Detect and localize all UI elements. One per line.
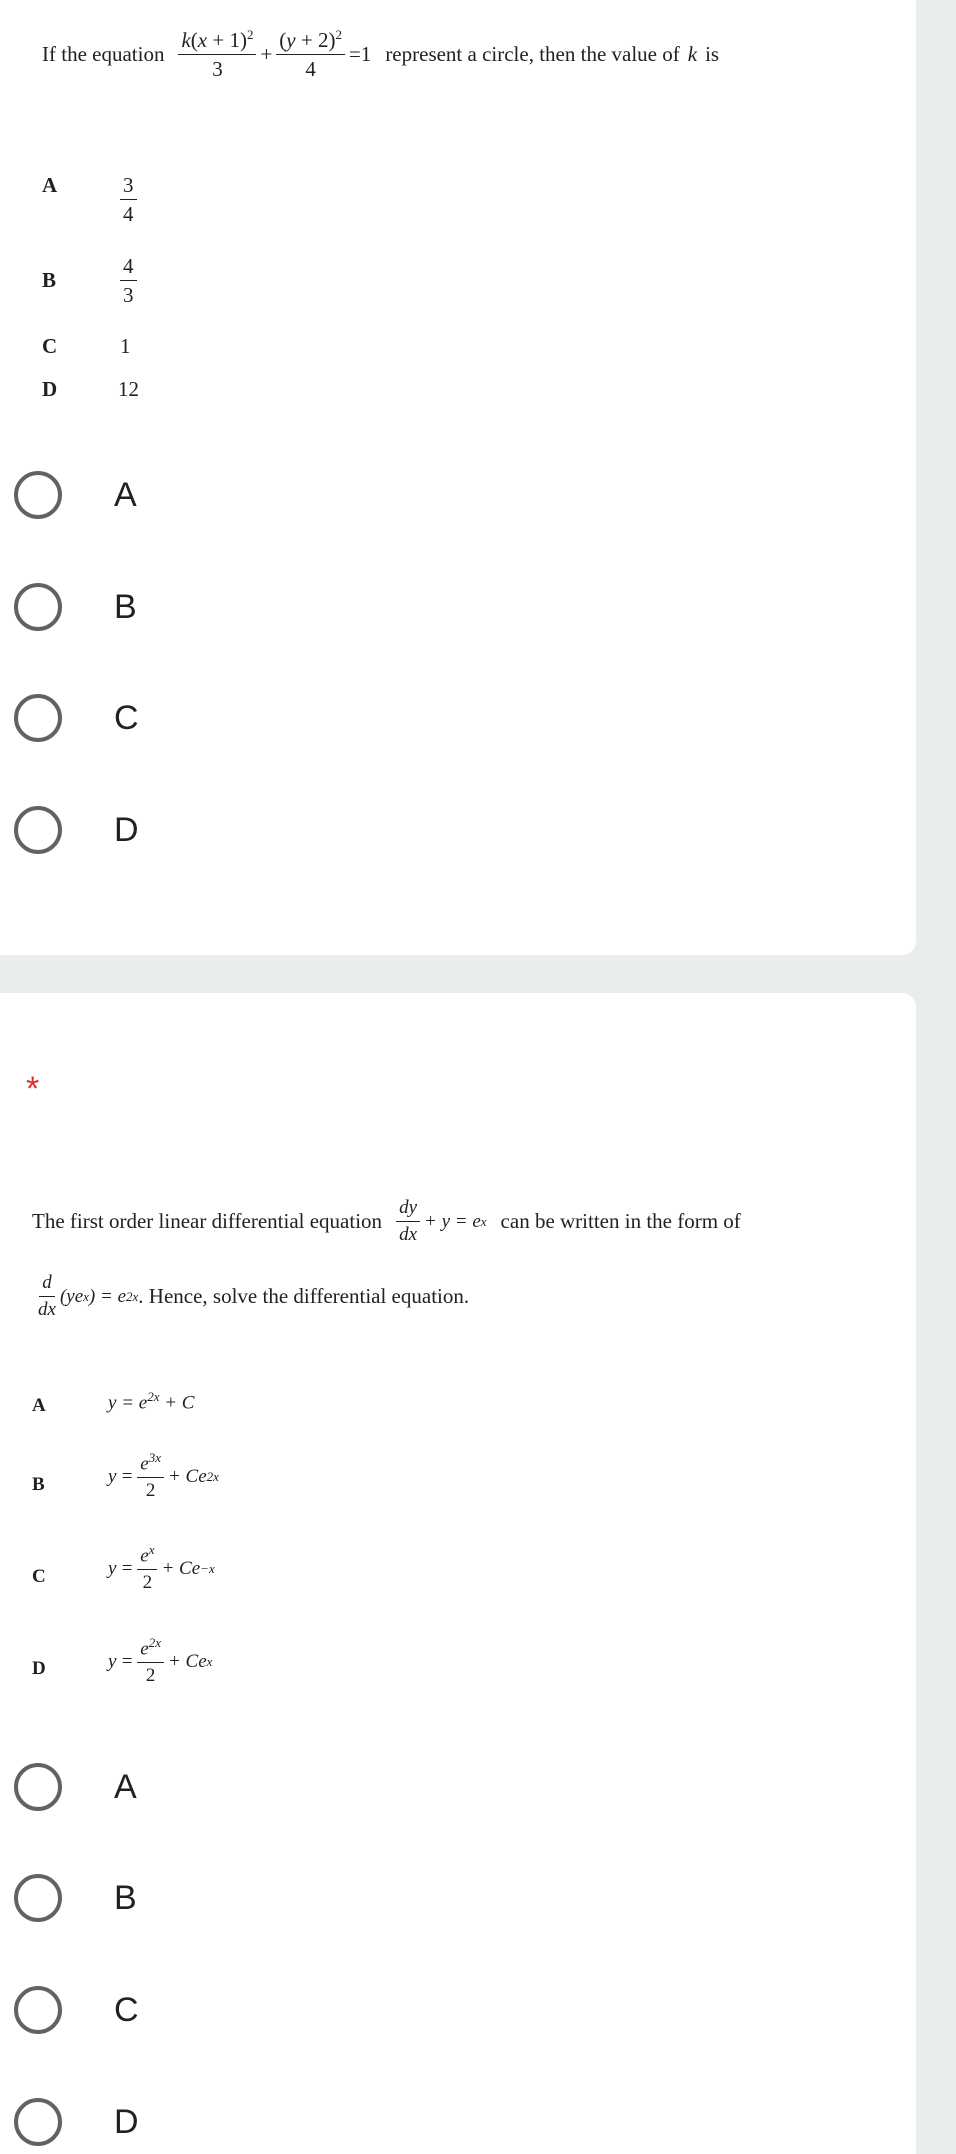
q1-option-a-value: $\frac{3}{4}$ — [120, 174, 137, 226]
q1-radio-b[interactable] — [14, 583, 62, 631]
q2-dy-dx: $\frac{dy}{dx}$ — [396, 1198, 420, 1246]
q1-radio-row-a[interactable] — [14, 465, 137, 525]
q1-radio-label-b[interactable]: B — [114, 587, 137, 626]
q1-option-a: A — [42, 173, 58, 197]
q2-radio-label-c[interactable]: C — [114, 1990, 139, 2029]
q1-equals: =1 — [348, 42, 372, 67]
q1-option-b: B — [42, 268, 57, 292]
q2-option-c: C — [32, 1566, 46, 1587]
q2-radio-c[interactable] — [14, 1986, 62, 2034]
q1-option-d: D — [42, 377, 58, 401]
question-2-line-2: $\frac{d}{dx}$ (ye x ) = e 2x . Hence, solve the differential equation. — [38, 1272, 470, 1320]
q2-radio-row-d[interactable] — [14, 2092, 139, 2152]
q2-option-a: A — [32, 1395, 46, 1416]
q1-radio-c[interactable] — [14, 694, 62, 742]
q2-option-a-value: $y = e^{2x} + C$ — [108, 1389, 195, 1414]
q2-radio-label-a[interactable]: A — [114, 1767, 137, 1806]
question-card-1 — [0, 0, 916, 955]
q1-option-c-value: 1 — [120, 334, 131, 358]
q2-option-b-value: y = $\frac{e^{3x}}{2}$ + Ce 2x — [108, 1450, 219, 1502]
q1-radio-label-d[interactable]: D — [114, 810, 139, 849]
q1-prefix: If the equation — [42, 42, 165, 67]
question-1-text: If the equation $\frac{k(x + 1)^2}{3}$ + $\frac{(y + 2)^2}{4}$ =1 represent a circle, then the value of k is — [42, 27, 720, 82]
q1-radio-row-b[interactable] — [14, 577, 137, 637]
q2-radio-label-d[interactable]: D — [114, 2102, 139, 2141]
q2-radio-a[interactable] — [14, 1763, 62, 1811]
q1-fraction-2: $\frac{(y + 2)^2}{4}$ — [276, 28, 345, 81]
q1-radio-label-c[interactable]: C — [114, 698, 139, 737]
q2-option-c-value: y = $\frac{e^x}{2}$ + Ce −x — [108, 1542, 215, 1594]
q2-d-dx: $\frac{d}{dx}$ — [38, 1272, 56, 1320]
q1-fraction-1: $\frac{k(x + 1)^2}{3}$ — [178, 28, 256, 81]
q1-option-c: C — [42, 334, 58, 358]
question-card-2 — [0, 993, 916, 2154]
q1-plus: + — [260, 42, 273, 67]
q1-option-d-value: 12 — [118, 377, 139, 401]
q1-suffix: represent a circle, then the value of — [385, 42, 680, 67]
q2-option-d: D — [32, 1658, 46, 1679]
q1-radio-label-a[interactable]: A — [114, 475, 137, 514]
q2-radio-label-b[interactable]: B — [114, 1878, 137, 1917]
q1-radio-row-c[interactable] — [14, 688, 139, 748]
q2-radio-d[interactable] — [14, 2098, 62, 2146]
q1-radio-a[interactable] — [14, 471, 62, 519]
q2-radio-row-b[interactable] — [14, 1868, 137, 1928]
q2-radio-b[interactable] — [14, 1874, 62, 1922]
question-2-line-1: The first order linear differential equation $\frac{dy}{dx}$ + y = e x can be written in the form of — [32, 1197, 741, 1245]
q2-option-d-value: y = $\frac{e^{2x}}{2}$ + Ce x — [108, 1635, 213, 1687]
q1-option-b-value: $\frac{4}{3}$ — [120, 255, 137, 307]
required-asterisk: * — [26, 1070, 40, 1108]
q1-radio-row-d[interactable] — [14, 800, 139, 860]
q2-radio-row-c[interactable] — [14, 1980, 139, 2040]
q2-radio-row-a[interactable] — [14, 1757, 137, 1817]
q2-option-b: B — [32, 1474, 45, 1495]
q1-radio-d[interactable] — [14, 806, 62, 854]
